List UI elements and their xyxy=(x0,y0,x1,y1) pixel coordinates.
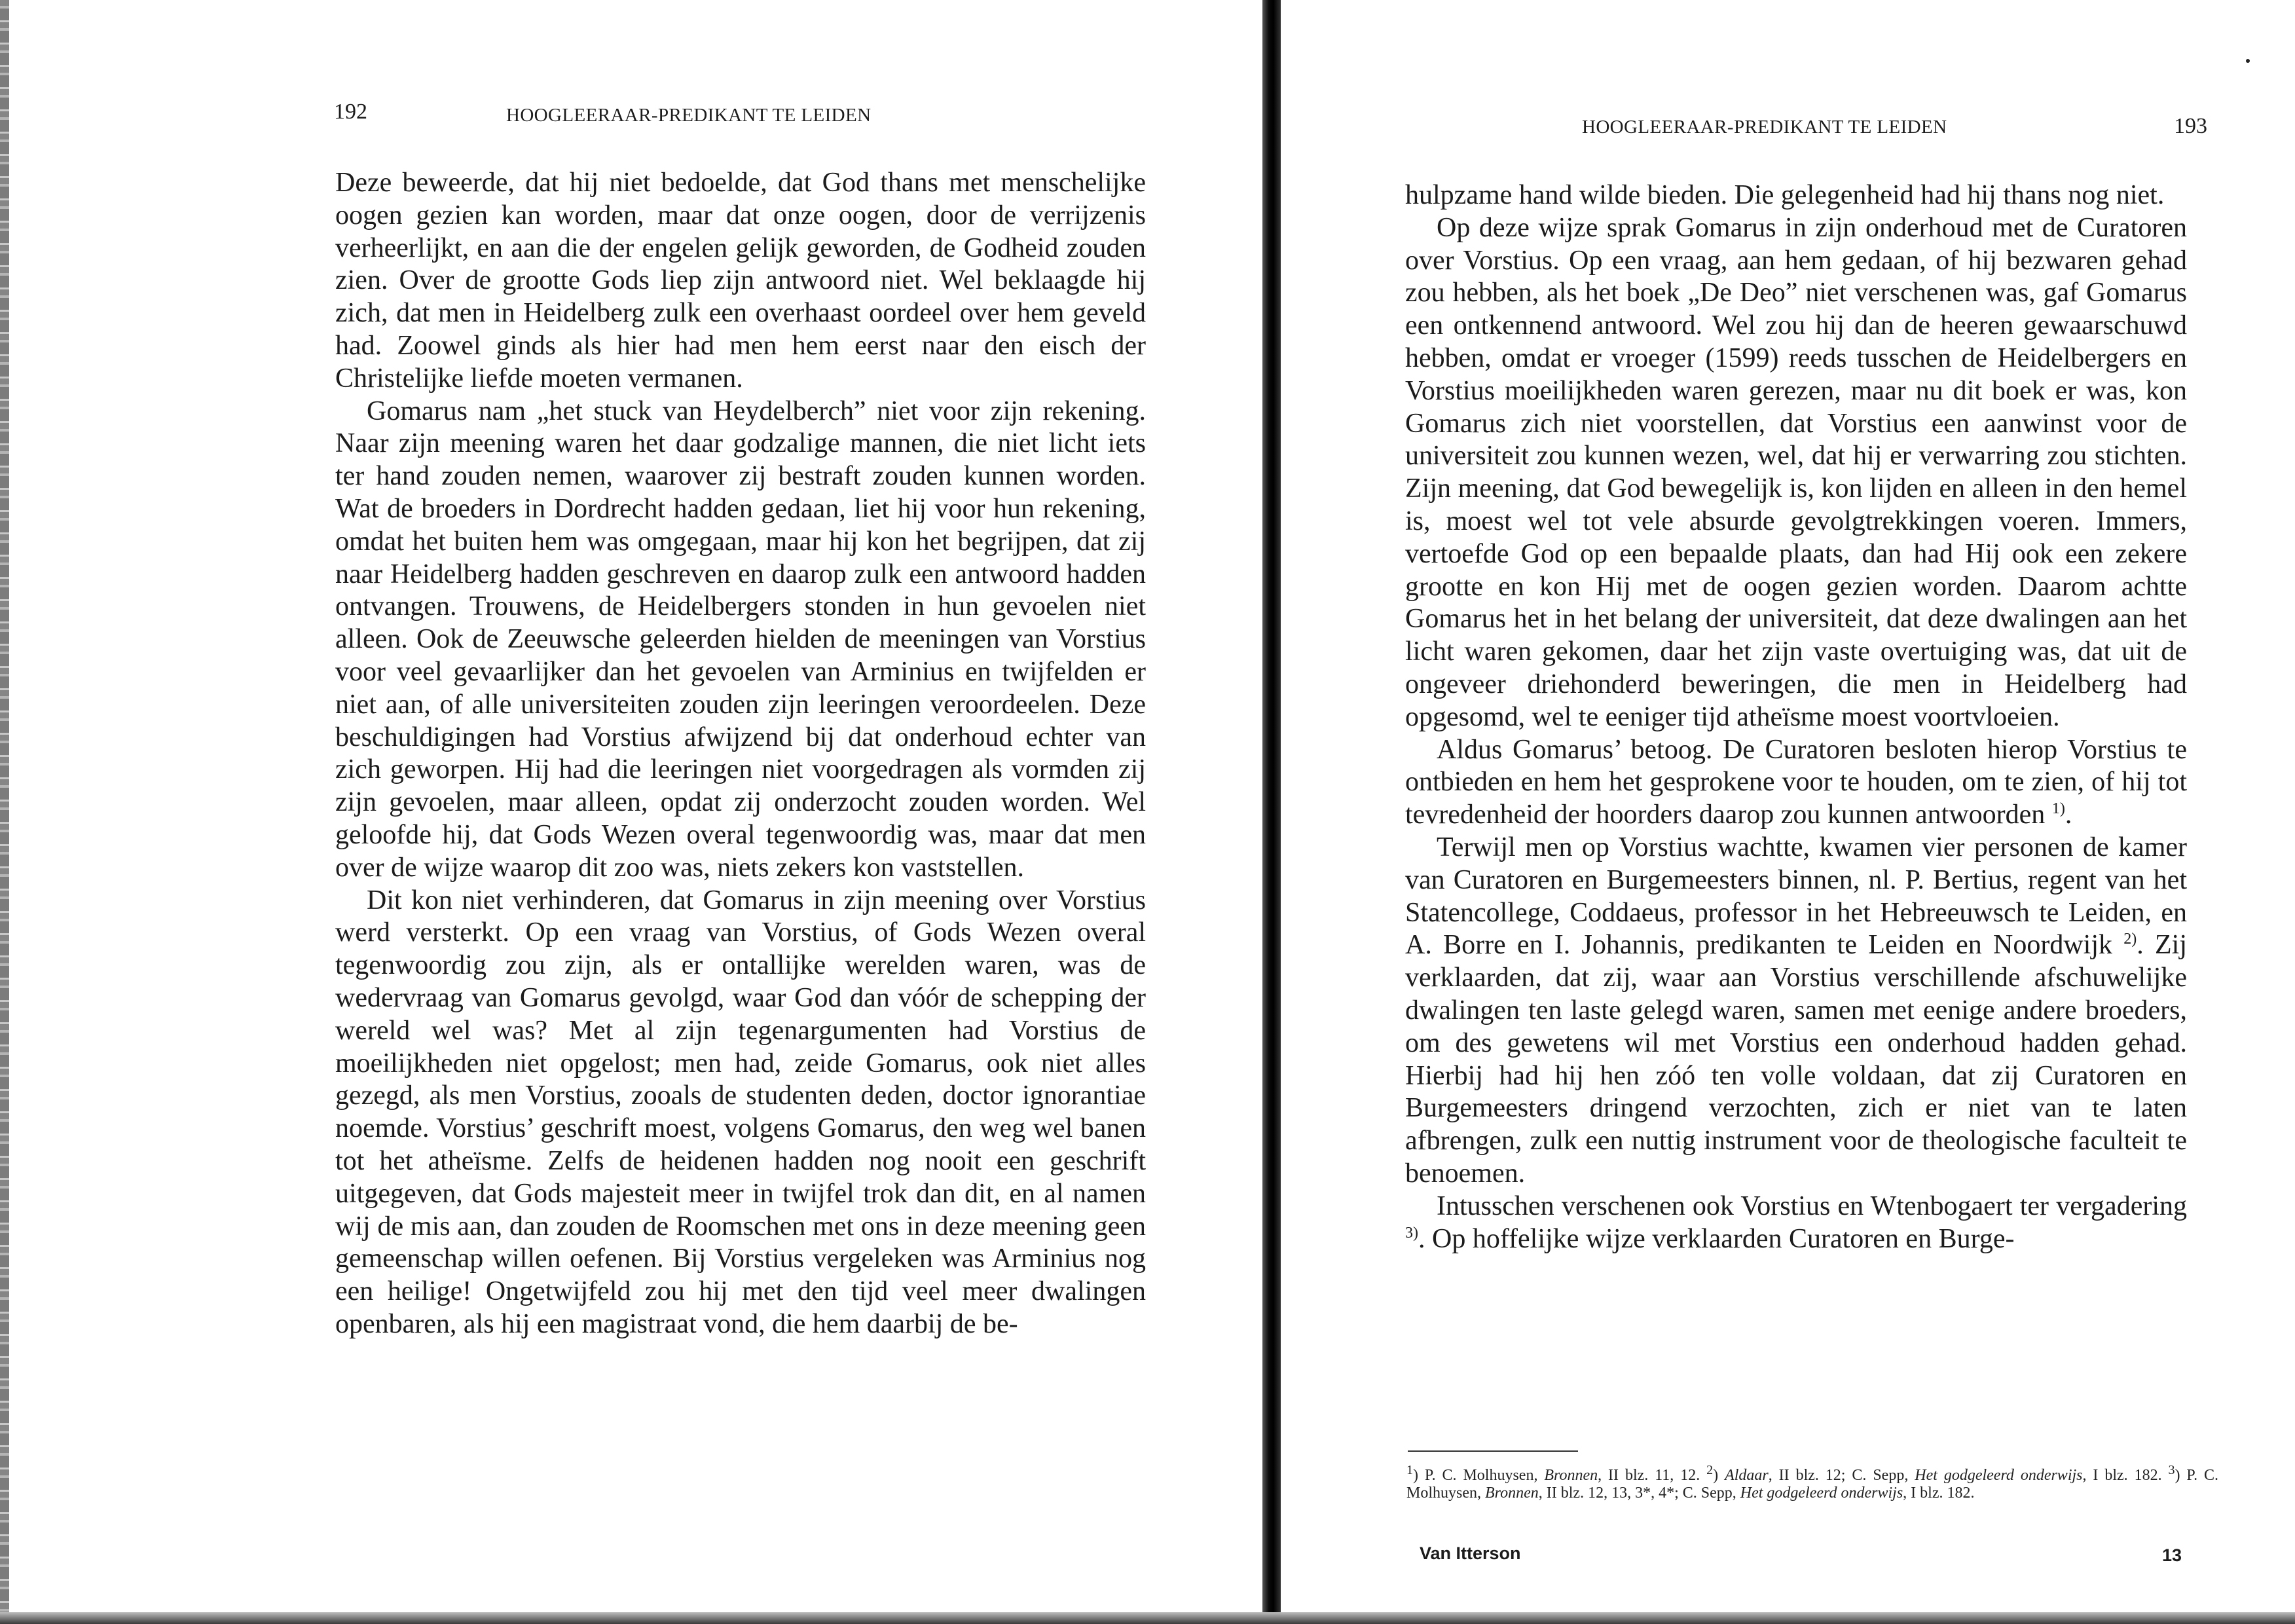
bottom-page-edge xyxy=(0,1612,2295,1624)
right-running-head: HOOGLEERAAR-PREDIKANT TE LEIDEN xyxy=(1582,117,1947,138)
footnote-number: 3 xyxy=(2168,1463,2175,1477)
left-page-edge xyxy=(0,0,9,1624)
paragraph-text: Aldus Gomarus’ betoog. De Curatoren besloten hierop Vorstius te ontbieden en hem het gesprokene voor te houden, om te zien, of hij tot tevredenheid der hoorders daarop zou kunnen antwoorden xyxy=(1405,734,2187,830)
paragraph xyxy=(1405,1190,2187,1256)
paragraph-text: Terwijl men op Vorstius wachtte, kwamen vier personen de kamer van Curatoren en Burgemeesters binnen, nl. P. Bertius, regent van het Statencollege, Coddaeus, professor in het Hebreeuwsch te Leiden, en A. Borre en I. Johannis, predikanten te Leiden en Noordwijk xyxy=(1405,832,2187,961)
left-running-head: HOOGLEERAAR-PREDIKANT TE LEIDEN xyxy=(506,105,872,126)
footnote-number: 1 xyxy=(1406,1463,1413,1477)
paragraph: Deze beweerde, dat hij niet bedoelde, dat God thans met menschelijke oogen gezien kan worden, maar dat onze oogen, door de verrijzenis verheerlijkt, en aan die der engelen gelijk geworden, de Godheid zouden zien. Over de grootte Gods liep zijn antwoord niet. Wel beklaagde hij zich, dat men in Heidelberg zulk een overhaast oordeel over hem geveld had. Zoowel ginds als hier had men hem eerst naar den eisch der Christelijke liefde moeten vermanen. xyxy=(335,168,1146,394)
paragraph: Op deze wijze sprak Gomarus in zijn onderhoud met de Curatoren over Vorstius. Op een vraag, aan hem gedaan, of hij bezwaren gehad zou hebben, als het boek „De Deo” niet verschenen was, gaf Gomarus een ontkennend antwoord. Wel zou hij dan de heeren gewaarschuwd hebben, omdat er vroeger (1599) reeds tusschen de Heidelbergers en Vorstius moeilijkheden waren gerezen, maar nu dit boek er was, kon Gomarus zich niet voorstellen, dat Vorstius een aanwinst voor de universiteit zou kunnen wezen, wel, dat hij er verwarring zou stichten. Zijn meening, dat God bewegelijk is, kon lijden en alleen in den hemel is, moest wel tot vele absurde gevolgtrekkingen voeren. Immers, vertoefde God op een bepaalde plaats, dan had Hij ook een zekere grootte en kon Hij met de oogen gezien worden. Daarom achtte Gomarus het in het belang der universiteit, dat deze dwalingen aan het licht waren gekomen, daar het zijn vaste overtuiging was, dat uit de ongeveer driehonderd beweringen, die men in Heidelberg had opgesomd, wel te eeniger tijd atheïsme moest voortvloeien. xyxy=(1405,212,2187,732)
footnote-ref: 3) xyxy=(1405,1224,1418,1242)
right-page xyxy=(1283,0,2295,1624)
footnote-ref: 2) xyxy=(2123,931,2137,948)
footnote-number: 2 xyxy=(1706,1463,1714,1477)
footnote-ref: 1) xyxy=(2051,800,2065,818)
paragraph-text: . Op hoffelijke wijze verklaarden Curatoren en Burge- xyxy=(1418,1223,2015,1254)
paragraph xyxy=(1405,832,2187,1190)
book-spine xyxy=(1262,0,1281,1624)
ink-speck xyxy=(2246,59,2250,63)
paragraph-text: . Zij verklaarden, dat zij, waar aan Vorstius verschillende afschuwelijke dwalingen ten laste gelegd waren, samen met eenige andere broeders, om des gewetens wil met Vorstius een onderhoud hadden gehad. Hierbij had hij hen zóó ten volle voldaan, dat zij Curatoren en Burgemeesters dringend verzochten, zich er niet van te laten afbrengen, zulk een nuttig instrument voor de theologische faculteit te benoemen. xyxy=(1405,930,2188,1189)
left-body-text xyxy=(335,167,1146,1341)
sheet-number: 13 xyxy=(2162,1545,2182,1565)
footnotes: $^1$) P. C. Molhuysen, Bronnen, II blz. 11, 12. $^2$) Aldaar, II blz. 12; C. Sepp, Het godgeleerd onderwijs, I blz. 182. $^3$) P. C. Molhuysen, Bronnen, II blz. 12, 13, 3*, 4*; C. Sepp, Het godgeleerd onderwijs, I blz. 182. xyxy=(1406,1463,2219,1502)
paragraph: Dit kon niet verhinderen, dat Gomarus in zijn meening over Vorstius werd versterkt. Op een vraag van Vorstius, of Gods Wezen overal tegenwoordig zou zijn, als er ontallijke werelden waren, was de wedervraag van Gomarus gevolgd, waar God dan vóór de schepping der wereld wel was? Met al zijn tegenargumenten had Vorstius de moeilijkheden niet opgelost; men had, zeide Gomarus, ook niet alles gezegd, als men Vorstius, zooals de studenten deden, doctor ignorantiae noemde. Vorstius’ geschrift moest, volgens Gomarus, den weg wel banen tot het atheïsme. Zelfs de heidenen hadden nog nooit een geschrift uitgegeven, dat Gods majesteit meer in twijfel trok dan dit, en al namen wij de mis aan, dan zouden de Roomschen met ons in deze meening geen gemeenschap willen oefenen. Bij Vorstius vergeleken was Arminius nog een heilige! Ongetwijfeld zou hij met den tijd veel meer dwalingen openbaren, als hij een magistraat vond, die hem daarbij de be- xyxy=(335,885,1146,1339)
right-body-text xyxy=(1405,179,2187,1255)
right-page-number: 193 xyxy=(2174,114,2207,138)
paragraph: Gomarus nam „het stuck van Heydelberch” niet voor zijn rekening. Naar zijn meening waren het daar godzalige mannen, die niet licht iets ter hand zouden nemen, waarover zij bestraft zouden kunnen worden. Wat de broeders in Dordrecht hadden gedaan, liet hij voor hun rekening, omdat het buiten hem was omgegaan, maar hij kon het begrijpen, dat zij naar Heidelberg hadden geschreven en daarop zulk een antwoord hadden ontvangen. Trouwens, de Heidelbergers stonden in hun gevoelen niet alleen. Ook de Zeeuwsche geleerden hielden de meeningen van Vorstius voor veel gevaarlijker dan het gevoelen van Arminius en twijfelden er niet aan, of alle universiteiten zouden zijn leeringen veroordeelen. Deze beschuldigingen had Vorstius afwijzend bij dat onderhoud echter van zich geworpen. Hij had die leeringen niet voorgedragen als vormden zij zijn gevoelen, maar alleen, opdat zij onderzocht zouden worden. Wel geloofde hij, dat Gods Wezen overal tegenwoordig was, maar dat men over de wijze waarop dit zoo was, niets zekers kon vaststellen. xyxy=(335,396,1146,883)
footnote-rule xyxy=(1408,1450,1578,1452)
paragraph-text: Intusschen verschenen ook Vorstius en Wtenbogaert ter vergadering xyxy=(1437,1190,2187,1221)
paragraph: Aldus Gomarus’ betoog. De Curatoren besloten hierop Vorstius te ontbieden en hem het gesprokene voor te houden, om te zien, of hij tot tevredenheid der hoorders daarop zou kunnen antwoorden $^{1)}$. xyxy=(1405,734,2187,830)
left-page-number: 192 xyxy=(334,100,367,124)
paragraph: hulpzame hand wilde bieden. Die gelegenheid had hij thans nog niet. xyxy=(1405,180,2165,210)
signature-mark: Van Itterson xyxy=(1420,1543,1521,1563)
